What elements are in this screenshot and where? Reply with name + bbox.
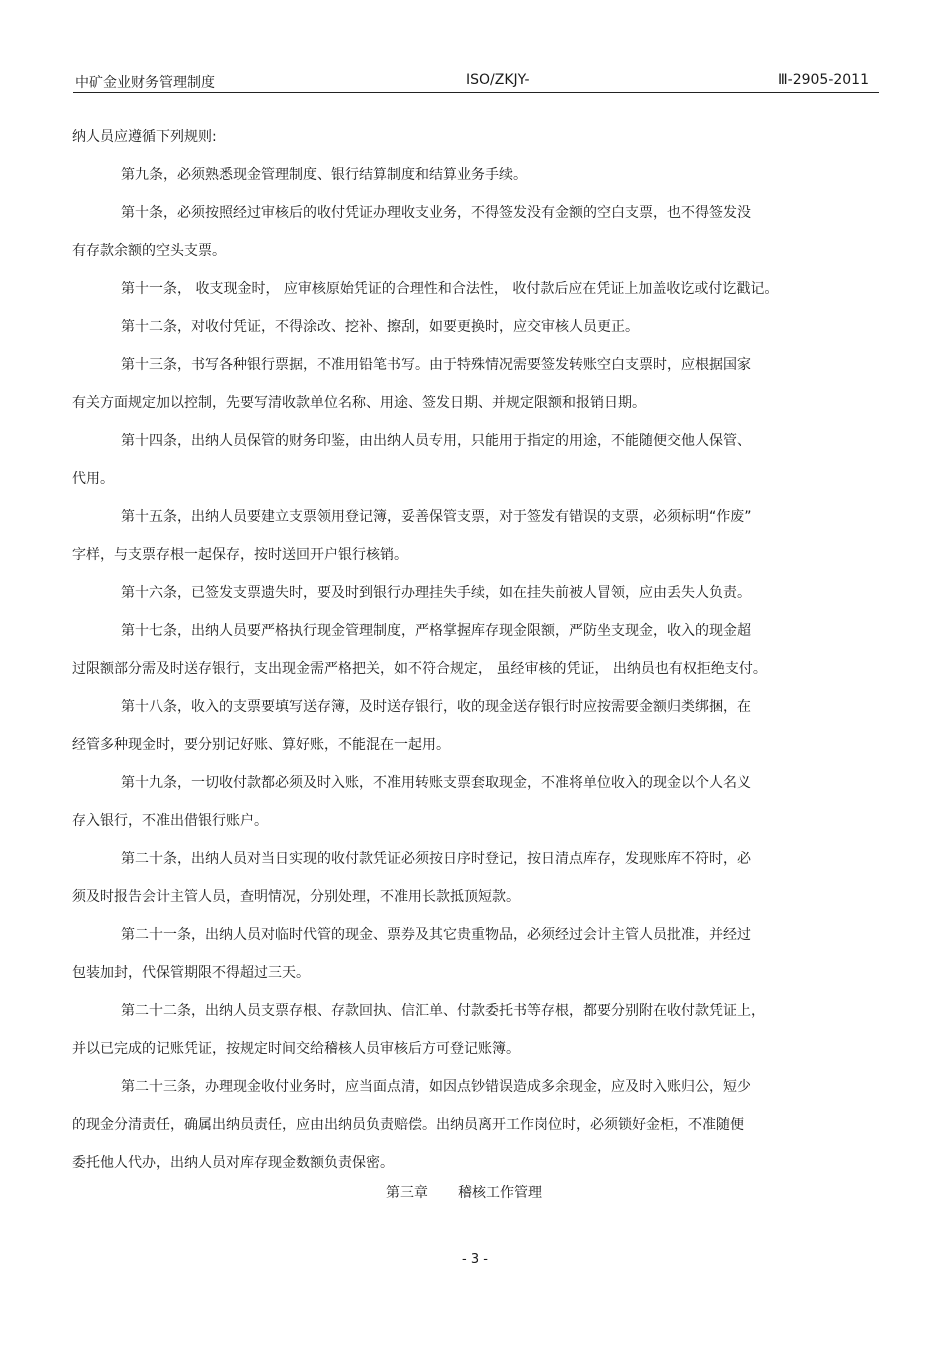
- text-line: 过限额部分需及时送存银行，支出现金需严格把关，如不符合规定， 虽经审核的凭证， 出纳员也有权拒绝支付。: [72, 661, 767, 677]
- text-line: 第十四条，出纳人员保管的财务印鉴，由出纳人员专用，只能用于指定的用途，不能随便交他人保管、: [121, 433, 751, 449]
- text-line: 纳人员应遵循下列规则:: [72, 129, 217, 145]
- text-line: 第二十三条，办理现金收付业务时，应当面点清，如因点钞错误造成多余现金，应及时入账归公，短少: [121, 1079, 751, 1095]
- page-header: [73, 70, 879, 93]
- text-line: 存入银行，不准出借银行账户。: [72, 813, 268, 829]
- text-line: 有存款余额的空头支票。: [72, 243, 226, 259]
- text-line: 第十五条，出纳人员要建立支票领用登记簿，妥善保管支票，对于签发有错误的支票，必须标明“作废”: [121, 509, 752, 525]
- text-line: 第十二条，对收付凭证，不得涂改、挖补、擦刮，如要更换时，应交审核人员更正。: [121, 319, 639, 335]
- text-line: 第十七条，出纳人员要严格执行现金管理制度，严格掌握库存现金限额，严防坐支现金，收入的现金超: [121, 623, 751, 639]
- text-line: 的现金分清责任，确属出纳员责任，应由出纳员负责赔偿。出纳员离开工作岗位时，必须锁好金柜，不准随便: [72, 1117, 744, 1133]
- chapter-title: 稽核工作管理: [458, 1185, 542, 1201]
- text-line: 第十八条，收入的支票要填写送存簿，及时送存银行，收的现金送存银行时应按需要金额归类绑捆，在: [121, 699, 751, 715]
- chapter-heading: [386, 1182, 542, 1202]
- text-line: 第九条，必须熟悉现金管理制度、银行结算制度和结算业务手续。: [121, 167, 527, 183]
- document-body: [72, 118, 872, 1182]
- text-line: 须及时报告会计主管人员，查明情况，分别处理，不准用长款抵顶短款。: [72, 889, 520, 905]
- text-line: 第十六条，已签发支票遗失时，要及时到银行办理挂失手续，如在挂失前被人冒领，应由丢失人负责。: [121, 585, 751, 601]
- text-line: 经管多种现金时，要分别记好账、算好账，不能混在一起用。: [72, 737, 450, 753]
- page-number: - 3 -: [462, 1252, 488, 1267]
- text-line: 第二十一条，出纳人员对临时代管的现金、票券及其它贵重物品，必须经过会计主管人员批准，并经过: [121, 927, 751, 943]
- header-document-title: 中矿金业财务管理制度: [75, 75, 215, 91]
- text-line: 并以已完成的记账凭证，按规定时间交给稽核人员审核后方可登记账簿。: [72, 1041, 520, 1057]
- header-doc-code: ISO/ZKJY-: [466, 72, 530, 88]
- text-line: 有关方面规定加以控制，先要写清收款单位名称、用途、签发日期、并规定限额和报销日期。: [72, 395, 646, 411]
- chapter-number: 第三章: [386, 1185, 428, 1201]
- text-line: 委托他人代办，出纳人员对库存现金数额负责保密。: [72, 1155, 394, 1171]
- text-line: 第十三条，书写各种银行票据，不准用铅笔书写。由于特殊情况需要签发转账空白支票时，应根据国家: [121, 357, 751, 373]
- header-doc-number: Ⅲ-2905-2011: [777, 72, 869, 88]
- text-line: 第十一条， 收支现金时， 应审核原始凭证的合理性和合法性， 收付款后应在凭证上加盖收讫或付讫戳记。: [121, 281, 779, 297]
- text-line: 第十九条，一切收付款都必须及时入账，不准用转账支票套取现金，不准将单位收入的现金以个人名义: [121, 775, 751, 791]
- text-line: 第二十二条，出纳人员支票存根、存款回执、信汇单、付款委托书等存根，都要分别附在收付款凭证上，: [121, 1003, 765, 1019]
- text-line: 代用。: [72, 471, 114, 487]
- text-line: 字样，与支票存根一起保存，按时送回开户银行核销。: [72, 547, 408, 563]
- text-line: 第十条，必须按照经过审核后的收付凭证办理收支业务，不得签发没有金额的空白支票，也不得签发没: [121, 205, 751, 221]
- text-line: 第二十条，出纳人员对当日实现的收付款凭证必须按日序时登记，按日清点库存，发现账库不符时，必: [121, 851, 751, 867]
- text-line: 包装加封，代保管期限不得超过三天。: [72, 965, 310, 981]
